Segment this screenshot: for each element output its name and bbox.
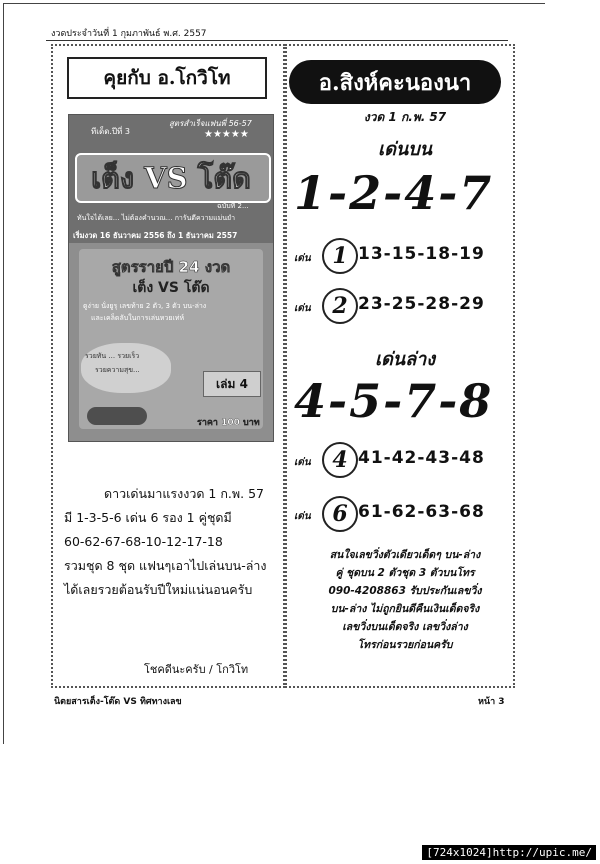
cover-stars: ★★★★★	[204, 129, 249, 140]
cover-formula-subtitle: เต็ง VS โต๊ด	[132, 280, 210, 296]
cover-bubble-2: รวยความสุข...	[95, 366, 140, 374]
row-value: 23-25-28-29	[358, 294, 485, 314]
row-value: 41-42-43-48	[358, 448, 485, 468]
promo-line: 60-62-67-68-10-12-17-18	[64, 534, 223, 549]
row-label: เด่น	[294, 457, 311, 468]
left-column-title: คุยกับ อ.โกวิโท	[67, 57, 267, 99]
cover-top-right: สูตรสำเร็จแฟนพี่ 56-57	[169, 119, 252, 128]
promo-line: ดาวเด่นมาแรงงวด 1 ก.พ. 57	[104, 486, 264, 501]
cover-series-badge: เล่ม 4	[203, 371, 261, 397]
row-label: เด่น	[294, 303, 311, 314]
bottom-row	[294, 494, 509, 534]
info-line: บน-ล่าง ไม่ถูกยินดีคืนเงินเด็ดจริง	[330, 603, 480, 615]
cover-tagline: ทันใจได้เลย... ไม่ต้องคำนวณ... การันตีความแม่นยำ	[77, 214, 236, 222]
draw-date: งวด 1 ก.พ. 57	[363, 110, 447, 124]
row-number-circle: 6	[322, 496, 358, 532]
bottom-row	[294, 440, 509, 480]
top-row	[294, 286, 509, 326]
right-column-title: อ.สิงห์คะนองนา	[289, 60, 501, 104]
info-line: 090-4208863 รับประกันเลขวิ่ง	[328, 585, 482, 597]
top-heading: เด่นบน	[378, 139, 432, 160]
row-number-circle: 2	[322, 288, 358, 324]
bottom-digits: 4-5-7-8	[294, 374, 494, 428]
row-label: เด่น	[294, 511, 311, 522]
cover-formula-desc: ดูง่าย นั่งยูรุ เลขท้าย 2 ตัว, 3 ตัว บน-ล่าง	[83, 302, 207, 310]
promo-line: มี 1-3-5-6 เด่น 6 รอง 1 คู่ชุดมี	[64, 510, 232, 525]
bottom-heading: เด่นล่าง	[374, 349, 436, 370]
cover-formula-title: สูตรรายปี 24 งวด	[111, 258, 231, 276]
date-line: งวดประจำวันที่ 1 กุมภาพันธ์ พ.ศ. 2557	[51, 29, 207, 39]
info-line: เลขวิ่งบนเด็ดจริง เลขวิ่งล่าง	[342, 621, 468, 633]
cover-formula-desc2: และเคล็ดลับในการเล่นหวยเท่ห์	[91, 314, 185, 322]
signoff: โชคดีนะครับ / โกวิโท	[144, 663, 249, 676]
cover-top-left: ทีเด็ด.ปีที่ 3	[91, 127, 130, 136]
promo-line: ได้เลยรวยต้อนรับปีใหม่แน่นอนครับ	[64, 582, 253, 597]
info-line: คู่ ชุดบน 2 ตัวชุด 3 ตัวบนโทร	[335, 567, 475, 579]
row-number-circle: 1	[322, 238, 358, 274]
newspaper-page	[3, 3, 545, 744]
cover-price: ราคา 100 บาท	[197, 418, 260, 428]
row-label: เด่น	[294, 253, 311, 264]
row-number-circle: 4	[322, 442, 358, 478]
top-row	[294, 236, 509, 276]
header-rule	[46, 40, 508, 41]
row-value: 61-62-63-68	[358, 502, 485, 522]
promo-text	[64, 482, 284, 602]
watermark: [724x1024]http://upic.me/	[422, 845, 596, 860]
footer-page-number: หน้า 3	[478, 697, 505, 707]
top-digits: 1-2-4-7	[294, 166, 494, 220]
promo-line: รวมชุด 8 ชุด แฟนๆเอาไปเล่นบน-ล่าง	[64, 558, 267, 573]
info-line: สนใจเลขวิ่งตัวเดียวเด็ดๆ บน-ล่าง	[329, 549, 481, 561]
cover-issue-tag: ฉบับที่ 2...	[217, 202, 249, 210]
cover-bubble-1: รวยทัน ... รวยเร็ว	[85, 352, 140, 360]
cover-main-title: เต็ง VS โต๊ด	[91, 161, 251, 195]
contact-info	[300, 546, 510, 654]
row-value: 13-15-18-19	[358, 244, 485, 264]
footer-publication: นิตยสารเต็ง-โต๊ด VS ทิศทางเลข	[54, 697, 182, 707]
info-line: โทรก่อนรวยก่อนครับ	[357, 639, 453, 651]
cover-period: เริ่มงวด 16 ธันวาคม 2556 ถึง 1 ธันวาคม 2557	[73, 231, 238, 240]
magazine-cover-image	[68, 114, 274, 442]
